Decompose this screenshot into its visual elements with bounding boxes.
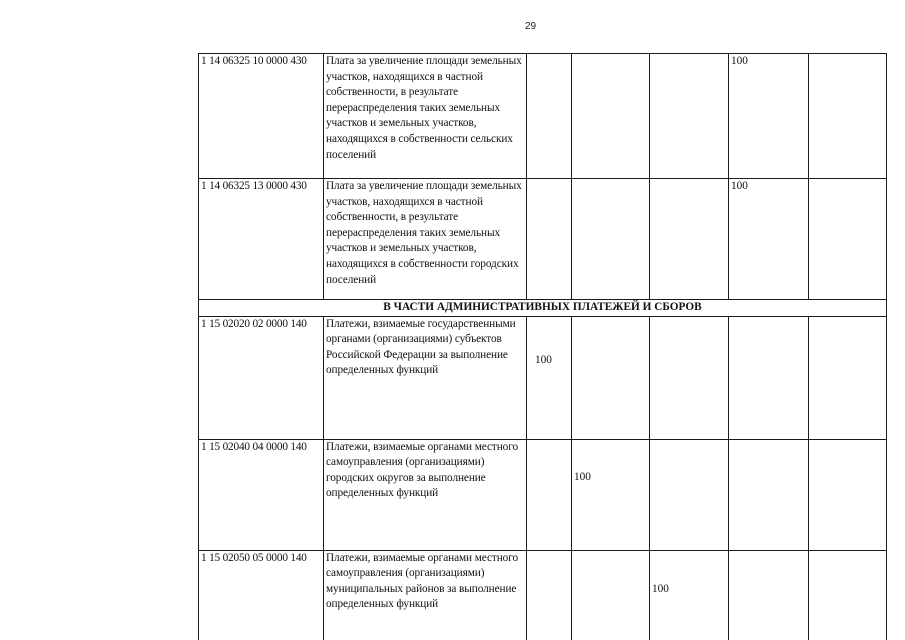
share-cell-3: [650, 179, 729, 300]
share-cell-5: [809, 316, 887, 439]
share-cell-4: [729, 316, 809, 439]
revenue-description-cell: Плата за увеличение площади земельных участков, находящихся в частной собственности, в результате перераспределения таких земельных участков и земельных участков, находящихся в собственности городских поселений: [324, 179, 527, 300]
share-cell-4: 100: [729, 54, 809, 179]
share-cell-1: [527, 439, 572, 550]
section-header: В ЧАСТИ АДМИНИСТРАТИВНЫХ ПЛАТЕЖЕЙ И СБОРОВ: [199, 300, 887, 317]
table-row: [199, 316, 887, 439]
share-cell-2: [572, 316, 650, 439]
revenue-code-cell: 1 15 02020 02 0000 140: [199, 316, 324, 439]
share-cell-3: [650, 316, 729, 439]
share-cell-2: 100: [572, 439, 650, 550]
revenue-code-cell: 1 15 02040 04 0000 140: [199, 439, 324, 550]
table-row: [199, 179, 887, 300]
share-cell-1: [527, 54, 572, 179]
revenue-code-cell: 1 15 02050 05 0000 140: [199, 550, 324, 640]
share-cell-3: 100: [650, 550, 729, 640]
revenue-code-cell: 1 14 06325 13 0000 430: [199, 179, 324, 300]
budget-allocation-table: [198, 53, 887, 640]
share-cell-2: [572, 54, 650, 179]
revenue-description-cell: Платежи, взимаемые органами местного самоуправления (организациями) городских округов за выполнение определенных функций: [324, 439, 527, 550]
table-row: [199, 550, 887, 640]
share-cell-1: [527, 179, 572, 300]
share-cell-5: [809, 54, 887, 179]
share-cell-5: [809, 550, 887, 640]
share-cell-2: [572, 179, 650, 300]
share-cell-4: [729, 550, 809, 640]
table-row: [199, 54, 887, 179]
share-cell-5: [809, 179, 887, 300]
share-cell-4: 100: [729, 179, 809, 300]
share-cell-5: [809, 439, 887, 550]
share-cell-1: 100: [527, 316, 572, 439]
share-cell-3: [650, 439, 729, 550]
table-row: [199, 439, 887, 550]
share-cell-1: [527, 550, 572, 640]
section-header-row: [199, 300, 887, 317]
page-number-text: 29: [525, 21, 537, 32]
share-cell-3: [650, 54, 729, 179]
revenue-description-cell: Платежи, взимаемые органами местного самоуправления (организациями) муниципальных районов за выполнение определенных функций: [324, 550, 527, 640]
revenue-code-cell: 1 14 06325 10 0000 430: [199, 54, 324, 179]
revenue-description-cell: Плата за увеличение площади земельных участков, находящихся в частной собственности, в результате перераспределения таких земельных участков и земельных участков, находящихся в собственности сельских поселений: [324, 54, 527, 179]
revenue-description-cell: Платежи, взимаемые государственными органами (организациями) субъектов Российской Федерации за выполнение определенных функций: [324, 316, 527, 439]
share-cell-2: [572, 550, 650, 640]
share-cell-4: [729, 439, 809, 550]
